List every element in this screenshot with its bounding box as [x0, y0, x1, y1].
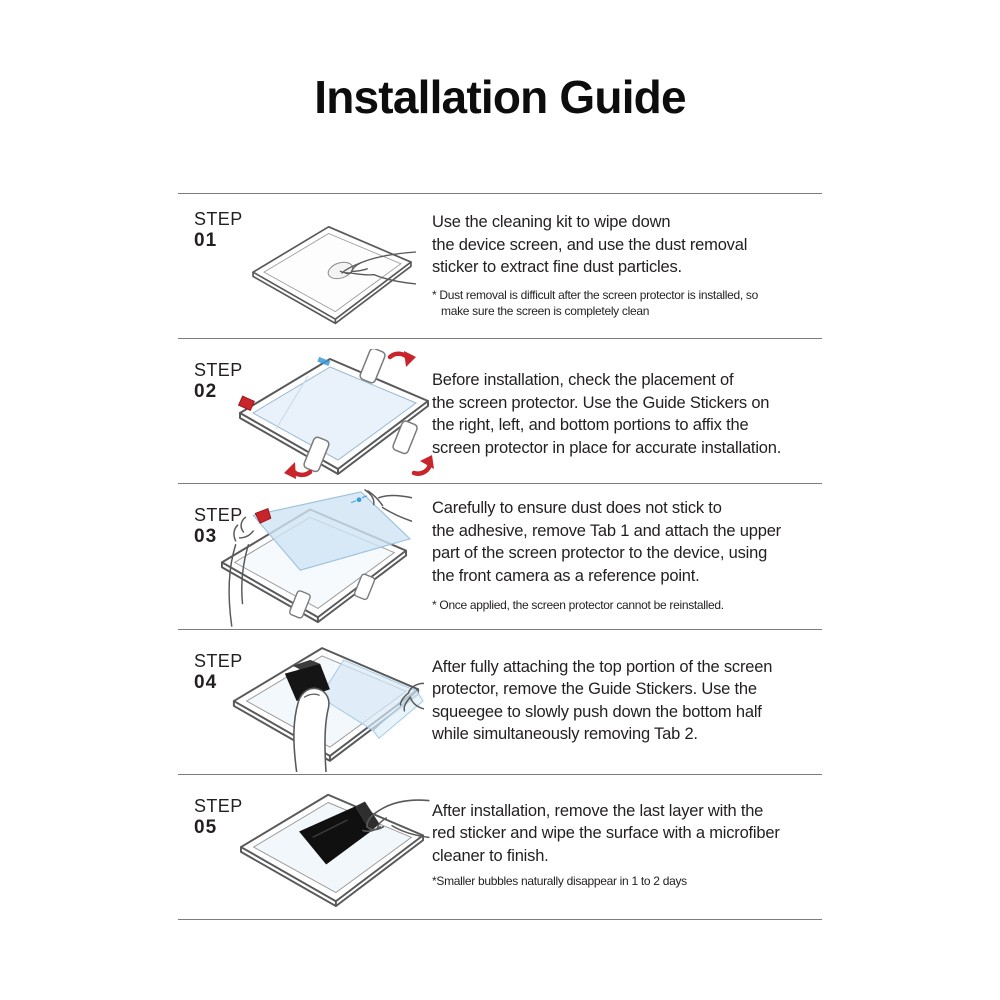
- step-note-line: * Dust removal is difficult after the screen protector is installed, so: [432, 287, 758, 302]
- installation-steps-list: [178, 193, 822, 920]
- step-note-line: * Once applied, the screen protector cannot be reinstalled.: [432, 598, 724, 613]
- step-text-line: protector, remove the Guide Stickers. Use the: [432, 680, 757, 699]
- step-01-text: [432, 194, 824, 319]
- step-text-line: the device screen, and use the dust removal: [432, 235, 748, 254]
- step-text-line: the right, left, and bottom portions to affix the: [432, 416, 749, 435]
- step-02-text: [432, 339, 824, 459]
- step-text-line: screen protector in place for accurate installation.: [432, 438, 782, 457]
- step-number: 05: [194, 816, 218, 838]
- step-text-line: After fully attaching the top portion of the screen: [432, 657, 773, 676]
- step-05-text: [432, 775, 824, 890]
- step-text-line: Use the cleaning kit to wipe down: [432, 213, 671, 231]
- page-title: Installation Guide: [314, 71, 686, 123]
- step-text-line: the screen protector. Use the Guide Stickers on: [432, 393, 770, 412]
- step-note-line: make sure the screen is completely clean: [441, 303, 650, 318]
- step-row-05: [178, 774, 822, 919]
- step-row-04: [178, 629, 822, 774]
- step-word: STEP: [194, 795, 243, 816]
- step-number: 01: [194, 230, 218, 251]
- step-word: STEP: [194, 209, 243, 229]
- step-text-line: After installation, remove the last layer with the: [432, 801, 764, 820]
- step-03-text: [432, 484, 824, 613]
- step-03-illustration-attach-protector-icon: [216, 486, 412, 628]
- step-row-01: [178, 193, 822, 338]
- step-text-line: the adhesive, remove Tab 1 and attach the upper: [432, 521, 781, 540]
- step-04-illustration-squeegee-icon: [228, 636, 424, 772]
- step-row-03: [178, 483, 822, 628]
- step-text-line: red sticker and wipe the surface with a microfiber: [432, 824, 780, 843]
- step-text-line: sticker to extract fine dust particles.: [432, 258, 682, 276]
- step-number: 04: [194, 671, 218, 693]
- step-01-illustration-wipe-tablet-icon: [248, 220, 416, 326]
- step-row-02: [178, 338, 822, 483]
- step-text-line: Before installation, check the placement of: [432, 371, 734, 390]
- step-word: STEP: [194, 650, 243, 671]
- step-text-line: Carefully to ensure dust does not stick to: [432, 499, 722, 518]
- step-word: STEP: [194, 360, 243, 381]
- step-number: 02: [194, 381, 218, 403]
- step-number: 03: [194, 526, 218, 548]
- step-text-line: cleaner to finish.: [432, 846, 549, 865]
- step-text-line: while simultaneously removing Tab 2.: [432, 725, 698, 744]
- step-02-illustration-guide-stickers-icon: [234, 349, 434, 481]
- step-05-illustration-peel-last-layer-icon: [234, 787, 430, 909]
- step-text-line: the front camera as a reference point.: [432, 566, 700, 585]
- step-word: STEP: [194, 505, 243, 526]
- step-05-note: [432, 873, 824, 889]
- step-text-line: squeegee to slowly push down the bottom half: [432, 702, 762, 721]
- step-text-line: part of the screen protector to the device, using: [432, 544, 768, 563]
- step-04-text: [432, 630, 824, 746]
- step-01-note: [432, 287, 824, 319]
- step-label-01: [194, 209, 243, 251]
- step-note-line: *Smaller bubbles naturally disappear in 1 to 2 days: [432, 874, 687, 889]
- step-03-note: [432, 597, 824, 613]
